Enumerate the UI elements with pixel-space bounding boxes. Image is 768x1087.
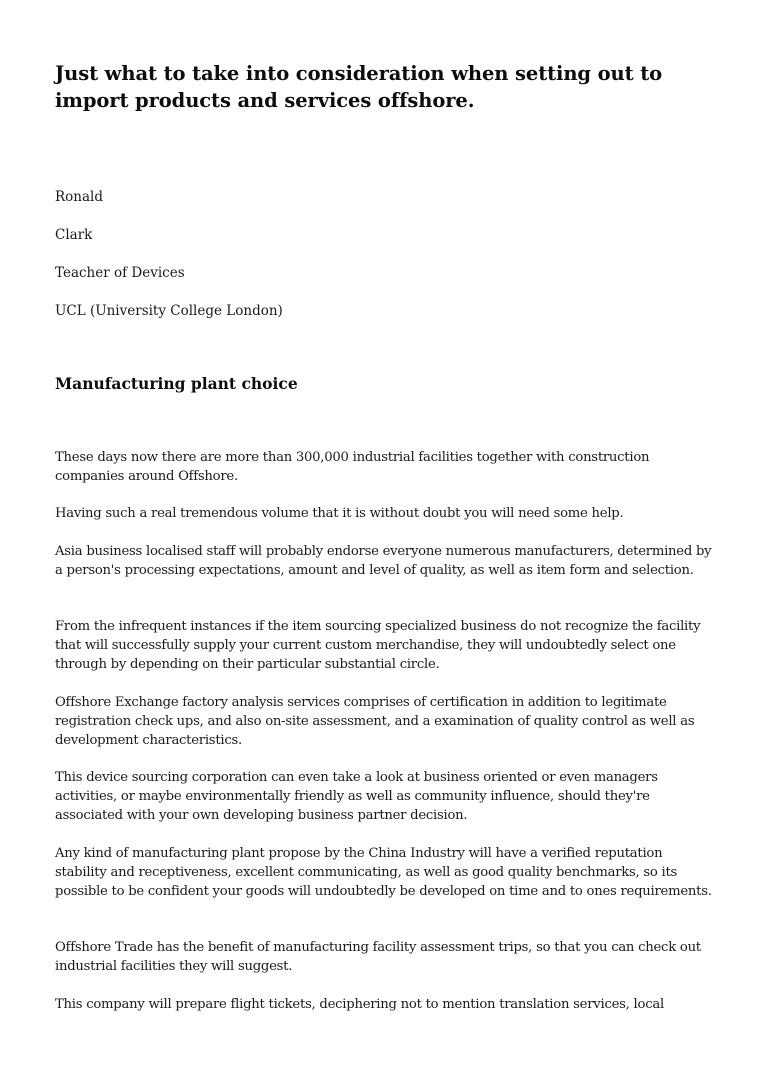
paragraph: This device sourcing corporation can even take a look at business oriented or even managers activities, or maybe environmentally friendly as well as community influence, should they're associated with your own developing business partner decision. (55, 770, 658, 823)
author-first-name: Ronald (55, 189, 103, 205)
author-institution: UCL (University College London) (55, 303, 283, 319)
section-heading: Manufacturing plant choice (55, 374, 298, 393)
author-last-name: Clark (55, 227, 93, 243)
paragraph: Any kind of manufacturing plant propose by the China Industry will have a verified reputation stability and receptiveness, excellent communicating, as well as good quality benchmarks, so its possible to be confident your goods will undoubtedly be developed on time and to ones requirements. (55, 846, 712, 899)
paragraph: Having such a real tremendous volume that it is without doubt you will need some help. (55, 506, 624, 521)
author-role: Teacher of Devices (55, 265, 185, 281)
document-title: Just what to take into consideration when setting out to import products and services offshore. (55, 62, 663, 112)
paragraph: Asia business localised staff will probably endorse everyone numerous manufacturers, determined by a person's processing expectations, amount and level of quality, as well as item form and selection. (55, 544, 712, 578)
paragraph: Offshore Exchange factory analysis services comprises of certification in addition to legitimate registration check ups, and also on-site assessment, and a examination of quality control as well as development characteristics. (55, 695, 695, 748)
paragraph: Offshore Trade has the benefit of manufacturing facility assessment trips, so that you can check out industrial facilities they will suggest. (55, 940, 701, 974)
paragraph: This company will prepare flight tickets, deciphering not to mention translation services, local (55, 997, 664, 1012)
paragraph: These days now there are more than 300,000 industrial facilities together with construction companies around Offshore. (55, 450, 650, 484)
paragraph: From the infrequent instances if the item sourcing specialized business do not recognize the facility that will successfully supply your current custom merchandise, they will undoubtedly select one through by depending on their particular substantial circle. (55, 619, 701, 672)
